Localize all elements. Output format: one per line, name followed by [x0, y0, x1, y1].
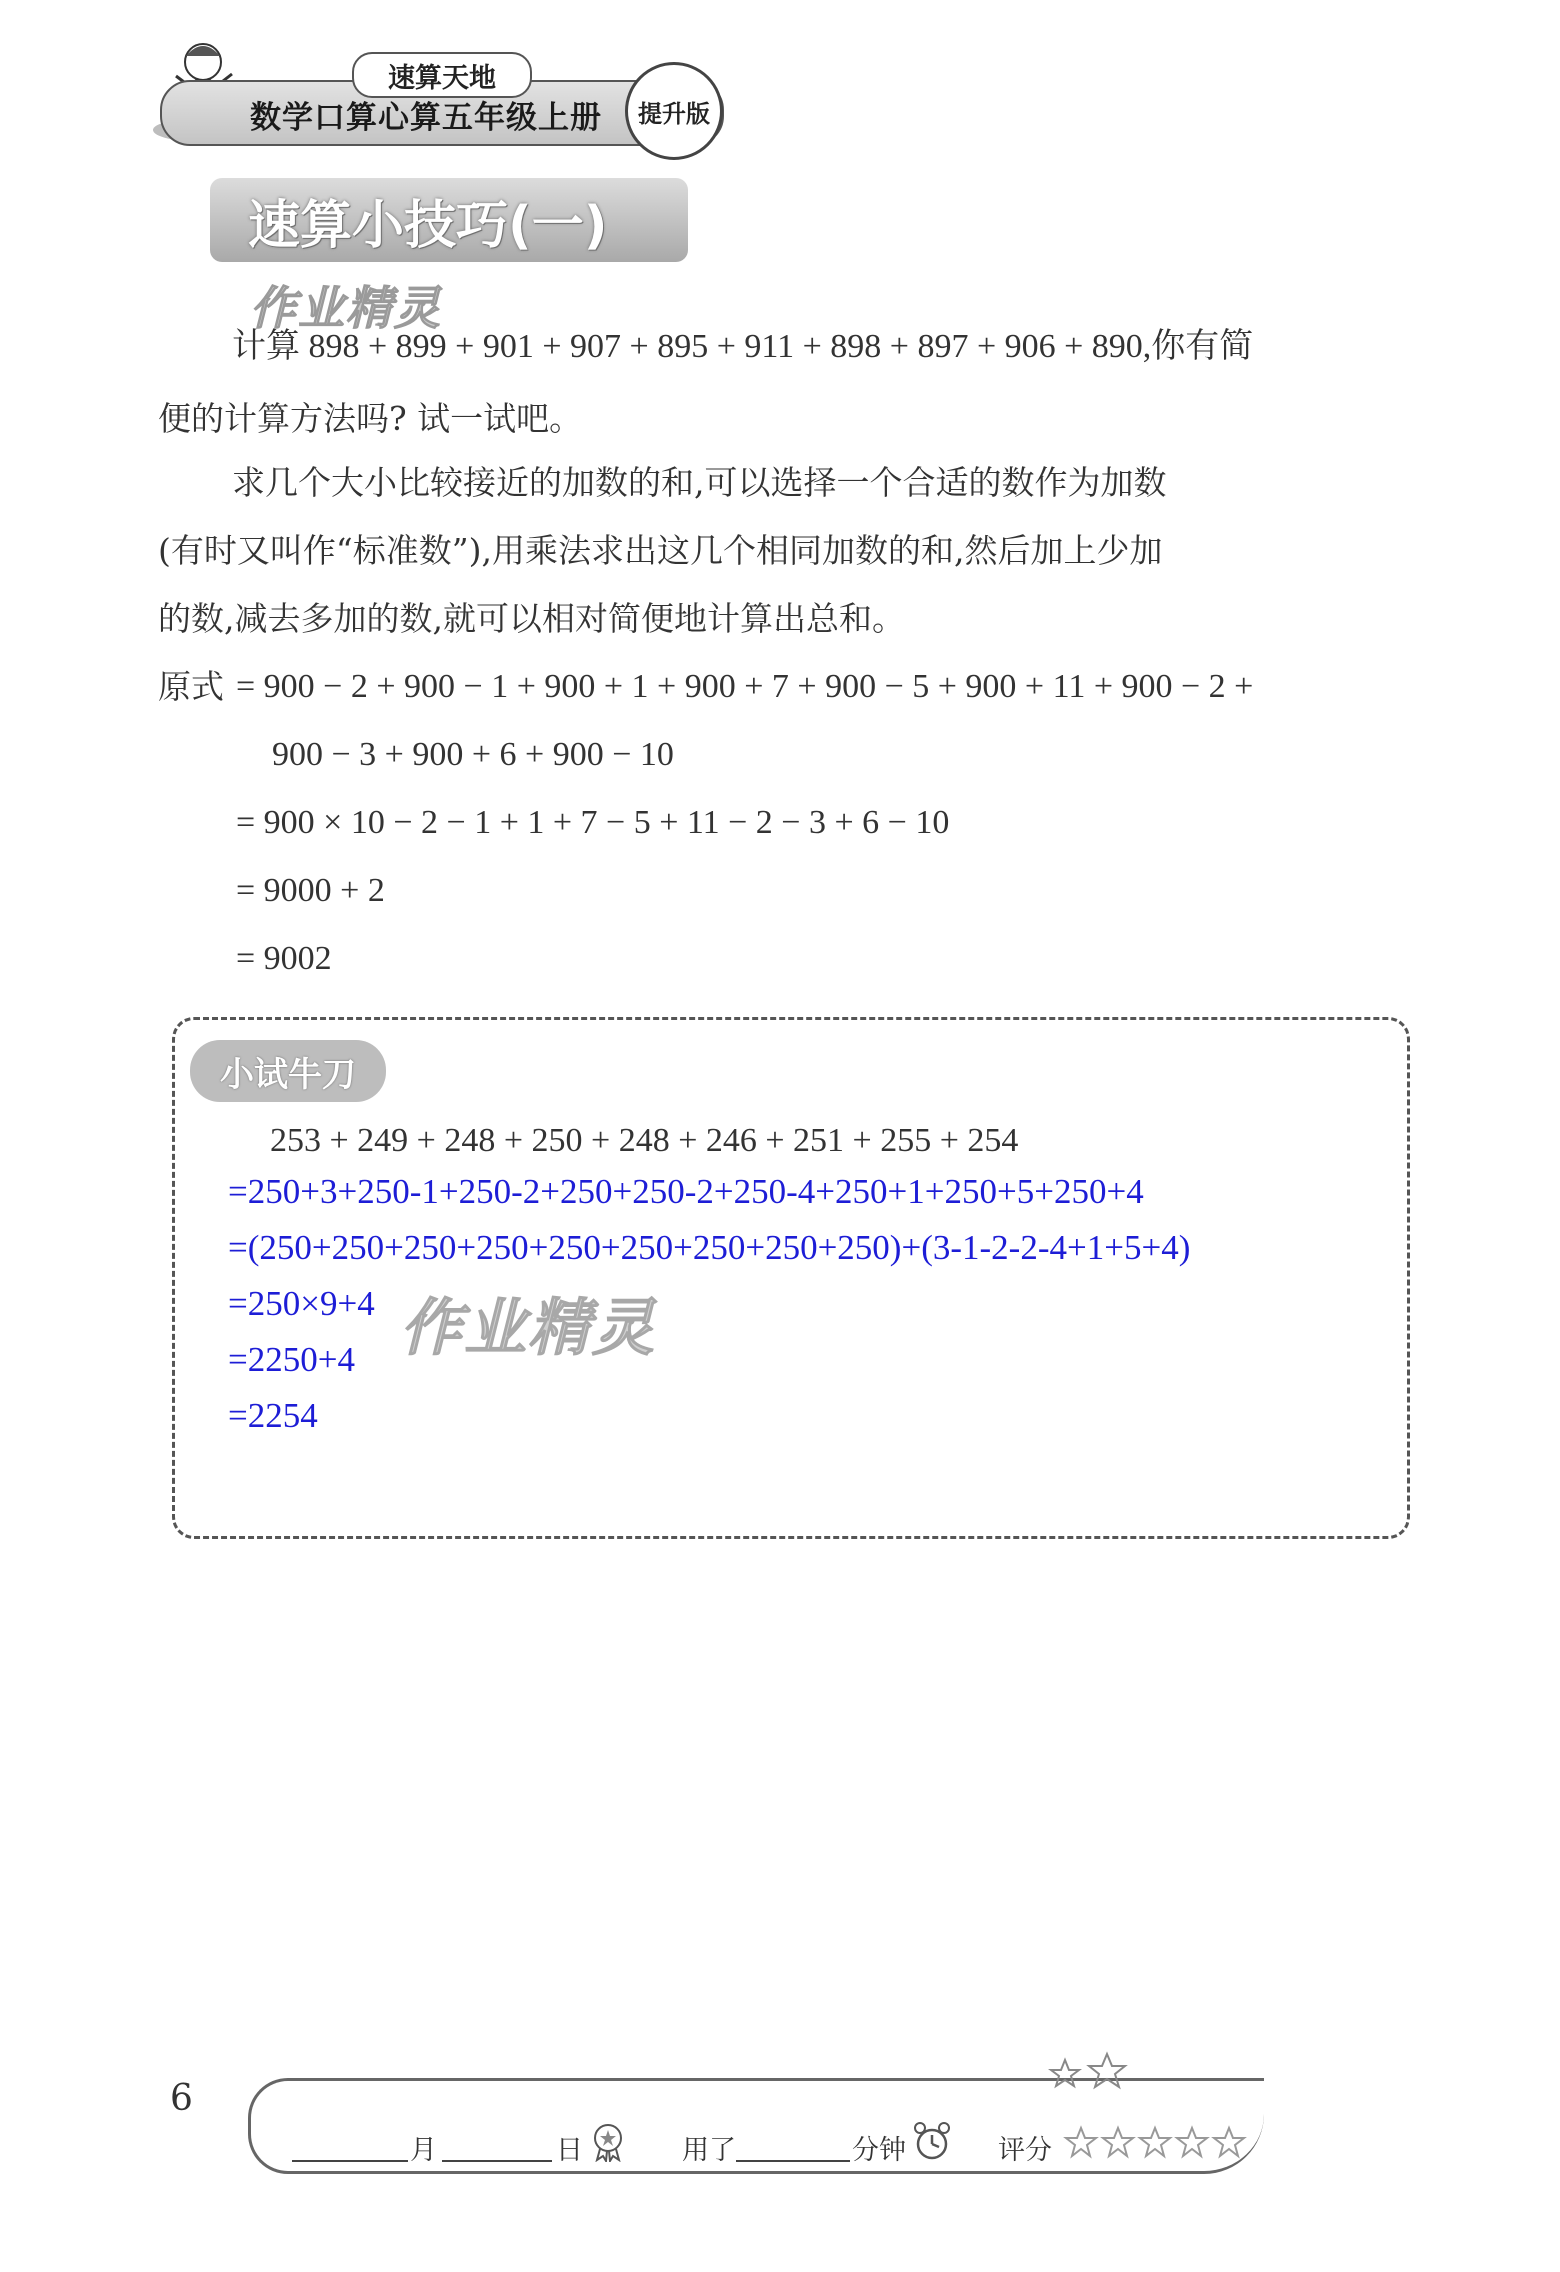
time-used-label: 用了 — [682, 2135, 736, 2166]
watermark-top: 作业精灵 — [250, 281, 442, 335]
answer-line-3: =250×9+4 — [228, 1284, 375, 1323]
solution-step-1a: = 900 − 2 + 900 − 1 + 900 + 1 + 900 + 7 + 900 − 5 + 900 + 11 + 900 − 2 + — [236, 668, 1254, 705]
answer-line-4: =2250+4 — [228, 1340, 355, 1379]
page-number: 6 — [170, 2078, 193, 2119]
solution-label: 原式 — [158, 667, 224, 706]
explanation-line-2: (有时又叫作“标准数”),用乘法求出这几个相同加数的和,然后加上少加 — [158, 531, 1163, 570]
explanation-line-1: 求几个大小比较接近的加数的和,可以选择一个合适的数作为加数 — [232, 463, 1167, 502]
minutes-label: 分钟 — [852, 2135, 906, 2166]
problem-line-1: 计算 898 + 899 + 901 + 907 + 895 + 911 + 898 + 897 + 906 + 890,你有简 — [232, 328, 1254, 365]
day-label: 日 — [556, 2135, 583, 2166]
day-blank[interactable] — [442, 2160, 552, 2162]
alarm-clock-icon — [912, 2120, 952, 2164]
minutes-blank[interactable] — [736, 2160, 850, 2162]
explanation-line-3: 的数,减去多加的数,就可以相对简便地计算出总和。 — [158, 599, 905, 638]
series-label: 速算天地 — [352, 52, 532, 98]
watermark-middle: 作业精灵 — [400, 1291, 657, 1364]
rosette-icon — [590, 2122, 626, 2162]
problem-line-2: 便的计算方法吗? 试一试吧。 — [158, 399, 583, 438]
month-label: 月 — [410, 2135, 437, 2166]
score-label: 评分 — [998, 2135, 1052, 2166]
stars-icon — [1045, 2050, 1135, 2100]
book-title: 数学口算心算五年级上册 — [250, 100, 602, 136]
practice-question: 253 + 249 + 248 + 250 + 248 + 246 + 251 + 255 + 254 — [270, 1122, 1019, 1159]
answer-line-1: =250+3+250-1+250-2+250+250-2+250-4+250+1+250+5+250+4 — [228, 1172, 1144, 1211]
answer-line-5: =2254 — [228, 1396, 318, 1435]
edition-badge: 提升版 — [625, 62, 723, 160]
practice-label: 小试牛刀 — [190, 1040, 386, 1102]
month-blank[interactable] — [292, 2160, 408, 2162]
answer-line-2: =(250+250+250+250+250+250+250+250+250)+(3-1-2-2-4+1+5+4) — [228, 1228, 1191, 1267]
solution-step-2: = 900 × 10 − 2 − 1 + 1 + 7 − 5 + 11 − 2 − 3 + 6 − 10 — [236, 804, 950, 841]
solution-step-1b: 900 − 3 + 900 + 6 + 900 − 10 — [272, 736, 674, 773]
score-stars-icon[interactable] — [1062, 2124, 1252, 2162]
section-title: 速算小技巧(一) — [210, 178, 688, 262]
solution-step-4: = 9002 — [236, 940, 332, 977]
solution-step-3: = 9000 + 2 — [236, 872, 385, 909]
